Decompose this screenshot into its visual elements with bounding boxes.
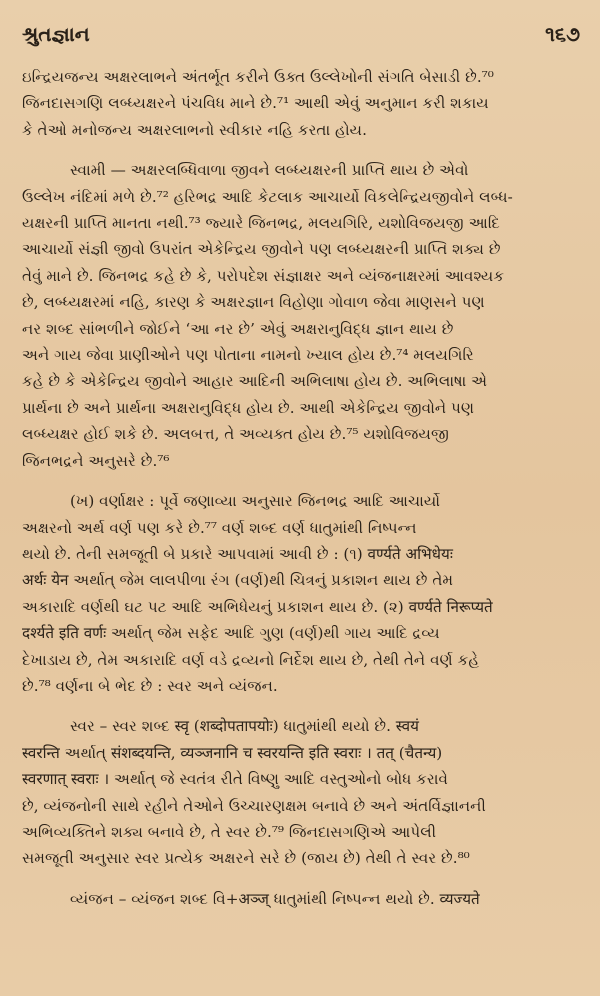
text-line: થયો છે. તેની સમજૂતી બે પ્રકારે આપવામાં આવી છે : (૧) वर्ण्यते अभिधेयः: [22, 544, 453, 563]
text-line: स्वरन्ति અર્થાત્ संशब्दयन्ति, व्यञ्जनानि च स्वरयन्ति इति स्वराः । तत् (चैतन्य): [22, 743, 443, 762]
text-line: પ્રાર્થના છે અને પ્રાર્થના અક્ષરાનુવિદ્ધ હોય છે. આથી એકેન્દ્રિય જીવોને પણ: [22, 398, 475, 417]
text-line: ઇન્દ્રિયજન્ય અક્ષરલાભને અંતર્ભૂત કરીને ઉક્ત ઉલ્લેખોની સંગતિ બેસાડી છે.⁷⁰: [22, 68, 494, 86]
text-line: અકારાદિ વર્ણથી ઘટ પટ આદિ અભિધેયનું પ્રકાશન થાય છે. (૨) वर्ण्यते निरूप्यते: [22, 597, 493, 616]
running-title: શ્રુતજ્ઞાન: [22, 22, 90, 46]
text-line: જિનભદ્રને અનુસરે છે.⁷⁶: [22, 451, 170, 470]
text-line: स्वरणात् स्वराः । અર્થાત્ જે સ્વતંત્ર રીતે વિષ્ણુ આદિ વસ્તુઓનો બોધ કરાવે: [22, 770, 448, 789]
text-line: અને ગાય જેવા પ્રાણીઓને પણ પોતાના નામનો ખ્યાલ હોય છે.⁷⁴ મલયગિરિ: [22, 346, 474, 365]
paragraph-2-swami: [22, 157, 584, 474]
paragraph-1: [22, 64, 584, 143]
paragraph-5-vyanjan: [22, 886, 584, 912]
text-line: સ્વામી — અક્ષરલબ્ધિવાળા જીવને લબ્ધ્યક્ષરની પ્રાપ્તિ થાય છે એવો: [70, 161, 469, 180]
text-line: કે તેઓ મનોજન્ય અક્ષરલાભનો સ્વીકાર નહિ કરતા હોય.: [22, 120, 367, 139]
text-line: વ્યંજન – વ્યંજન શબ્દ વિ+अञ्ज् ધાતુમાંથી નિષ્પન્ન થયો છે. व्यज्यते: [70, 889, 480, 908]
text-line: નર શબ્દ સાંભળીને જોઈને ‘આ નર છે’ એવું અક્ષરાનુવિદ્ધ જ્ઞાન થાય છે: [22, 319, 454, 338]
paragraph-4-swar: [22, 713, 584, 871]
text-line: (ખ) વર્ણાક્ષર : પૂર્વે જણાવ્યા અનુસાર જિનભદ્ર આદિ આચાર્યો: [70, 492, 440, 511]
text-line: છે.⁷⁸ વર્ણના બે ભેદ છે : સ્વર અને વ્યંજન.: [22, 676, 278, 695]
text-line: અક્ષરનો અર્થ વર્ણ પણ કરે છે.⁷⁷ વર્ણ શબ્દ વર્ણ ધાતુમાંથી નિષ્પન્ન: [22, 518, 417, 537]
text-line: આચાર્યો સંજ્ઞી જીવો ઉપરાંત એકેન્દ્રિય જીવોને પણ લબ્ધ્યક્ષરની પ્રાપ્તિ શક્ય છે: [22, 240, 501, 259]
text-line: अर्थः येन અર્થાત્ જેમ લાલપીળા રંગ (વર્ણ)થી ચિત્રનું પ્રકાશન થાય છે તેમ: [22, 571, 454, 590]
text-line: સમજૂતી અનુસાર સ્વર પ્રત્યેક અક્ષરને સરે છે (જાય છે) તેથી તે સ્વર છે.⁸⁰: [22, 849, 470, 868]
page-number: ૧૬૭: [545, 22, 580, 46]
paragraph-3-varnakshar: [22, 488, 584, 699]
text-line: છે, વ્યંજનોની સાથે રહીને તેઓને ઉચ્ચારણક્ષમ બનાવે છે અને અંતર્વિજ્ઞાનની: [22, 796, 486, 815]
page-header: [0, 22, 600, 56]
text-line: યક્ષરની પ્રાપ્તિ માનતા નથી.⁷³ જ્યારે જિનભદ્ર, મલયગિરિ, યશોવિજયજી આદિ: [22, 214, 500, 233]
text-line: લબ્ધ્યક્ષર હોઈ શકે છે. અલબત્ત, તે અવ્યક્ત હોય છે.⁷⁵ યશોવિજયજી: [22, 425, 449, 444]
text-line: તેવું માને છે. જિનભદ્ર કહે છે કે, પરોપદેશ સંજ્ઞાક્ષર અને વ્યંજનાક્ષરમાં આવશ્યક: [22, 266, 505, 285]
text-line: दर्श्यते इति वर्णः અર્થાત્ જેમ સફેદ આદિ ગુણ (વર્ણ)થી ગાય આદિ દ્રવ્ય: [22, 624, 440, 643]
text-line: સ્વર – સ્વર શબ્દ स्वृ (शब्दोपतापयोः) ધાતુમાંથી થયો છે. स्वयं: [70, 717, 419, 736]
text-line: છે, લબ્ધ્યક્ષરમાં નહિ, કારણ કે અક્ષરજ્ઞાન વિહોણા ગોવાળ જેવા માણસને પણ: [22, 293, 485, 312]
body-text: [22, 64, 584, 926]
text-line: કહે છે કે એકેન્દ્રિય જીવોને આહાર આદિની અભિલાષા હોય છે. અભિલાષા એ: [22, 372, 488, 391]
text-line: જિનદાસગણિ લબ્ધ્યક્ષરને પંચવિધ માને છે.⁷¹ આથી એવું અનુમાન કરી શકાય: [22, 94, 489, 113]
text-line: દેખાડાય છે, તેમ અકારાદિ વર્ણ વડે દ્રવ્યનો નિર્દેશ થાય છે, તેથી તેને વર્ણ કહે: [22, 650, 480, 669]
text-line: ઉલ્લેખ નંદિમાં મળે છે.⁷² હરિભદ્ર આદિ કેટલાક આચાર્યો વિકલેન્દ્રિયજીવોને લબ્ધ-: [22, 187, 513, 206]
text-line: અભિવ્યક્તિને શક્ય બનાવે છે, તે સ્વર છે.⁷⁹ જિનદાસગણિએ આપેલી: [22, 822, 437, 841]
